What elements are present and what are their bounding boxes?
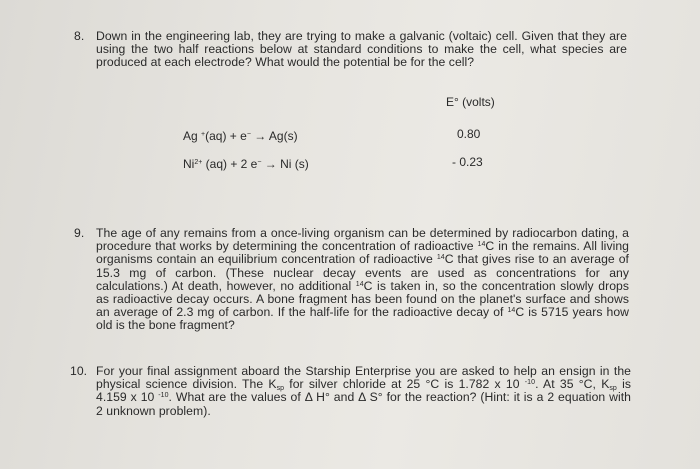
potential-silver: 0.80 — [457, 127, 481, 141]
question-number: 10. — [70, 364, 88, 378]
potential-nickel: - 0.23 — [452, 155, 483, 169]
question-text-line: Down in the engineering lab, they are trying to make a galvanic (voltaic) cell. Given that they are — [96, 29, 627, 43]
question-number: 8. — [74, 29, 85, 43]
half-reaction-silver: Ag +(aq) + e− → Ag(s) — [183, 129, 298, 143]
question-8 — [74, 29, 627, 70]
question-10: 10. For your final assignment aboard the Starship Enterprise you are asked to help an ensign in the physical science division. The $K_{sp}$ for silver chloride at 25 °C is 1.782 x 10 $^{-10}$. At 35 °C, $K_{sp}$ is 4.159 x 10 $^{-10}$. What are the values of Δ H° and Δ S° for the reaction? (Hint: it is a 2 equation with 2 unknown problem). — [70, 364, 632, 418]
potential-header: E° (volts) — [446, 95, 495, 109]
question-number: 9. — [74, 226, 85, 240]
question-text-line: produced at each electrode? What would the potential be for the cell? — [96, 55, 475, 70]
half-reaction-nickel: $Ni^{2+}$ (aq) + 2 e− → Ni (s) — [183, 157, 309, 171]
question-text-line: using the two half reactions below at standard conditions to make the cell, what species are — [96, 42, 627, 57]
question-9: 9. The age of any remains from a once-living organism can be determined by radiocarbon dating, a procedure that works by determining the concentration of radioactive $^{14}$C in the remains. All living organisms contain an equilibrium concentration of radioactive $^{14}$C that gives rise to an average of 15.3 mg of carbon. (These nuclear decay events are used as concentrations for any calculations.) At death, however, no additional $^{14}$C is taken in, so the concentration slowly drops as radioactive decay occurs. A bone fragment has been found on the planet's surface and shows an average of 2.3 mg of carbon. If the half-life for the radioactive decay of $^{14}$C is 5715 years how old is the bone fragment? — [74, 226, 630, 333]
